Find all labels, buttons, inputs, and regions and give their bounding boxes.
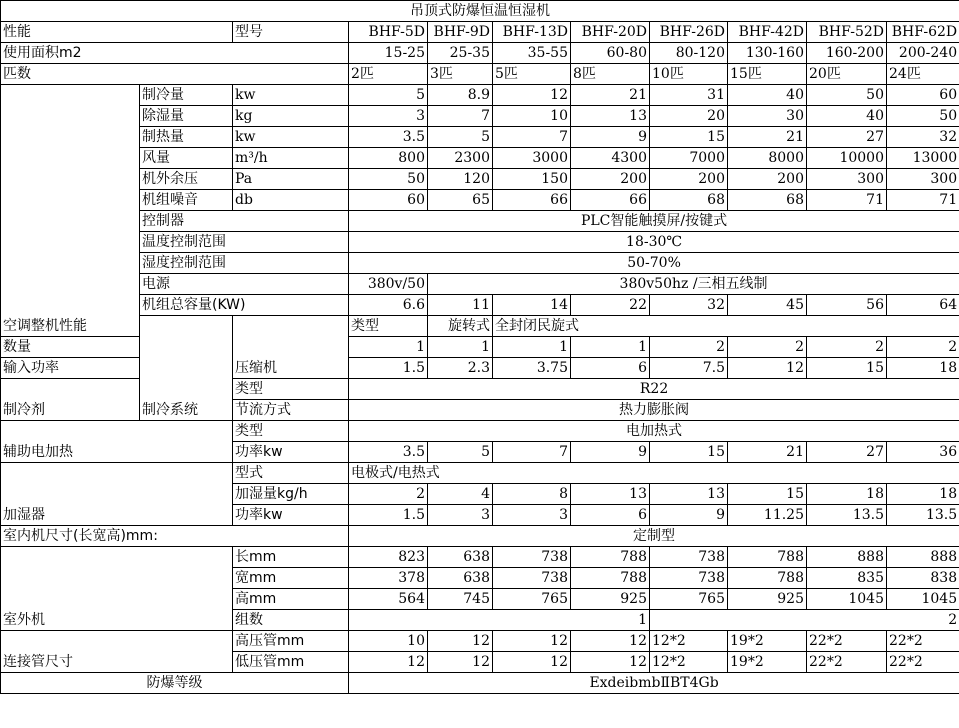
area-cell: 130-160 xyxy=(728,43,807,64)
airflow-cell: 7000 xyxy=(650,148,728,169)
horsepower-cell: 20匹 xyxy=(807,64,887,85)
high-pipe-label: 高压管mm xyxy=(233,631,349,652)
cooling-cell: 60 xyxy=(887,85,959,106)
dehumid-cell: 50 xyxy=(887,106,959,127)
outdoor-length-cell: 888 xyxy=(807,547,887,568)
dehumid-cell: 3 xyxy=(349,106,428,127)
title-row xyxy=(1,1,959,22)
outdoor-width-cell: 835 xyxy=(807,568,887,589)
compressor-input-cell: 6 xyxy=(571,358,650,379)
humid-power-cell: 3 xyxy=(493,505,571,526)
outdoor-height-cell: 564 xyxy=(349,589,428,610)
aux-heat-type-label: 类型 xyxy=(233,421,349,442)
noise-label: 机组噪音 xyxy=(140,190,233,211)
heating-cell: 32 xyxy=(887,127,959,148)
low-pipe-cell: 12 xyxy=(428,652,493,673)
compressor-qty-cell: 1 xyxy=(428,337,493,358)
outdoor-width-cell: 378 xyxy=(349,568,428,589)
humidifier-form-row xyxy=(1,463,959,484)
dehumid-label: 除湿量 xyxy=(140,106,233,127)
outdoor-length-cell: 738 xyxy=(650,547,728,568)
aux-heat-power-cell: 9 xyxy=(571,442,650,463)
noise-cell: 68 xyxy=(728,190,807,211)
noise-cell: 65 xyxy=(428,190,493,211)
compressor-input-cell: 2.3 xyxy=(428,358,493,379)
low-pipe-cell: 19*2 xyxy=(728,652,807,673)
heating-cell: 21 xyxy=(728,127,807,148)
humid-amount-cell: 2 xyxy=(349,484,428,505)
static-pressure-row xyxy=(1,169,959,190)
airflow-cell: 13000 xyxy=(887,148,959,169)
static-pressure-cell: 120 xyxy=(428,169,493,190)
compressor-type-row xyxy=(1,316,959,337)
heating-cell: 15 xyxy=(650,127,728,148)
heating-cell: 7 xyxy=(493,127,571,148)
dehumid-row xyxy=(1,106,959,127)
outdoor-length-cell: 823 xyxy=(349,547,428,568)
cooling-cell: 21 xyxy=(571,85,650,106)
outdoor-height-cell: 765 xyxy=(493,589,571,610)
area-cell: 15-25 xyxy=(349,43,428,64)
compressor-qty-cell: 1 xyxy=(493,337,571,358)
total-capacity-row xyxy=(1,295,959,316)
ac-group-label: 空调整机性能 xyxy=(1,85,140,337)
low-pipe-cell: 12 xyxy=(493,652,571,673)
horsepower-cell: 15匹 xyxy=(728,64,807,85)
high-pipe-cell: 12 xyxy=(571,631,650,652)
model-cell: BHF-62D xyxy=(887,22,959,43)
area-label: 使用面积m2 xyxy=(1,43,349,64)
outdoor-width-cell: 788 xyxy=(571,568,650,589)
unit-m3h: m³/h xyxy=(233,148,349,169)
airflow-cell: 4300 xyxy=(571,148,650,169)
high-pipe-cell: 12 xyxy=(493,631,571,652)
static-pressure-cell: 150 xyxy=(493,169,571,190)
dehumid-cell: 30 xyxy=(728,106,807,127)
outdoor-height-cell: 765 xyxy=(650,589,728,610)
heating-cell: 3.5 xyxy=(349,127,428,148)
total-capacity-cell: 32 xyxy=(650,295,728,316)
temp-range-row xyxy=(1,232,959,253)
model-label: 型号 xyxy=(233,22,349,43)
aux-heat-power-cell: 7 xyxy=(493,442,571,463)
dehumid-cell: 40 xyxy=(807,106,887,127)
humid-range-value: 50-70% xyxy=(349,253,959,274)
humid-power-cell: 13.5 xyxy=(887,505,959,526)
static-pressure-cell: 200 xyxy=(650,169,728,190)
throttle-label: 节流方式 xyxy=(233,400,349,421)
humid-power-cell: 3 xyxy=(428,505,493,526)
heating-label: 制热量 xyxy=(140,127,233,148)
area-cell: 35-55 xyxy=(493,43,571,64)
compressor-qty-cell: 2 xyxy=(887,337,959,358)
temp-range-value: 18-30℃ xyxy=(349,232,959,253)
outdoor-height-cell: 1045 xyxy=(887,589,959,610)
outdoor-width-cell: 788 xyxy=(728,568,807,589)
humid-power-label: 功率kw xyxy=(233,505,349,526)
total-capacity-cell: 6.6 xyxy=(349,295,428,316)
compressor-label: 压缩机 xyxy=(233,316,349,379)
area-cell: 60-80 xyxy=(571,43,650,64)
compressor-qty-cell: 2 xyxy=(807,337,887,358)
refrigerant-type-label: 类型 xyxy=(233,379,349,400)
total-capacity-cell: 22 xyxy=(571,295,650,316)
humidifier-form-value: 电极式/电热式 xyxy=(349,463,959,484)
outdoor-label: 室外机 xyxy=(1,547,233,631)
model-cell: BHF-13D xyxy=(493,22,571,43)
dehumid-cell: 20 xyxy=(650,106,728,127)
outdoor-width-cell: 638 xyxy=(428,568,493,589)
low-pipe-cell: 12 xyxy=(349,652,428,673)
compressor-qty-cell: 1 xyxy=(571,337,650,358)
refrig-system-label: 制冷系统 xyxy=(140,316,233,421)
high-pipe-cell: 10 xyxy=(349,631,428,652)
horsepower-cell: 8匹 xyxy=(571,64,650,85)
aux-heat-power-label: 功率kw xyxy=(233,442,349,463)
model-cell: BHF-42D xyxy=(728,22,807,43)
airflow-row xyxy=(1,148,959,169)
static-pressure-cell: 300 xyxy=(807,169,887,190)
outdoor-length-cell: 788 xyxy=(728,547,807,568)
airflow-cell: 3000 xyxy=(493,148,571,169)
airflow-cell: 8000 xyxy=(728,148,807,169)
outdoor-length-cell: 788 xyxy=(571,547,650,568)
explosion-grade-label: 防爆等级 xyxy=(1,673,349,694)
outdoor-length-label: 长mm xyxy=(233,547,349,568)
dehumid-cell: 10 xyxy=(493,106,571,127)
noise-cell: 66 xyxy=(493,190,571,211)
indoor-size-row xyxy=(1,526,959,547)
aux-heat-power-cell: 27 xyxy=(807,442,887,463)
horsepower-row xyxy=(1,64,959,85)
humid-range-label: 湿度控制范围 xyxy=(140,253,349,274)
refrigerant-label: 制冷剂 xyxy=(1,379,140,421)
high-pipe-cell: 12*2 xyxy=(650,631,728,652)
low-pipe-cell: 12*2 xyxy=(650,652,728,673)
airflow-cell: 800 xyxy=(349,148,428,169)
aux-heat-label: 辅助电加热 xyxy=(1,421,233,463)
refrigerant-type-value: R22 xyxy=(349,379,959,400)
high-pipe-cell: 22*2 xyxy=(887,631,959,652)
total-capacity-cell: 64 xyxy=(887,295,959,316)
compressor-type-label: 类型 xyxy=(349,316,428,337)
humid-amount-cell: 15 xyxy=(728,484,807,505)
cooling-cell: 8.9 xyxy=(428,85,493,106)
humid-power-cell: 1.5 xyxy=(349,505,428,526)
humid-amount-cell: 13 xyxy=(650,484,728,505)
indoor-size-value: 定制型 xyxy=(349,526,959,547)
model-cell: BHF-9D xyxy=(428,22,493,43)
outdoor-length-cell: 888 xyxy=(887,547,959,568)
temp-range-label: 温度控制范围 xyxy=(140,232,349,253)
aux-heat-type-row xyxy=(1,421,959,442)
power-row xyxy=(1,274,959,295)
pipe-size-label: 连接管尺寸 xyxy=(1,631,233,673)
static-pressure-cell: 50 xyxy=(349,169,428,190)
outdoor-width-label: 宽mm xyxy=(233,568,349,589)
heating-cell: 9 xyxy=(571,127,650,148)
humid-power-cell: 13.5 xyxy=(807,505,887,526)
horsepower-cell: 5匹 xyxy=(493,64,571,85)
compressor-input-label: 输入功率 xyxy=(1,358,140,379)
high-pipe-cell: 12 xyxy=(428,631,493,652)
table-title: 吊顶式防爆恒温恒湿机 xyxy=(1,1,959,22)
dehumid-cell: 7 xyxy=(428,106,493,127)
humid-amount-label: 加湿量kg/h xyxy=(233,484,349,505)
compressor-input-cell: 1.5 xyxy=(349,358,428,379)
humid-power-cell: 6 xyxy=(571,505,650,526)
compressor-qty-cell: 2 xyxy=(728,337,807,358)
model-row xyxy=(1,22,959,43)
total-capacity-cell: 14 xyxy=(493,295,571,316)
model-cell: BHF-26D xyxy=(650,22,728,43)
throttle-value: 热力膨胀阀 xyxy=(349,400,959,421)
heating-cell: 27 xyxy=(807,127,887,148)
humid-amount-cell: 8 xyxy=(493,484,571,505)
high-pipe-cell: 22*2 xyxy=(807,631,887,652)
aux-heat-power-cell: 36 xyxy=(887,442,959,463)
outdoor-height-label: 高mm xyxy=(233,589,349,610)
static-pressure-label: 机外余压 xyxy=(140,169,233,190)
area-cell: 200-240 xyxy=(887,43,959,64)
dehumid-cell: 13 xyxy=(571,106,650,127)
noise-cell: 71 xyxy=(807,190,887,211)
heating-row xyxy=(1,127,959,148)
compressor-qty-cell: 2 xyxy=(650,337,728,358)
cooling-cell: 5 xyxy=(349,85,428,106)
humid-amount-cell: 13 xyxy=(571,484,650,505)
humid-power-cell: 11.25 xyxy=(728,505,807,526)
humid-amount-cell: 18 xyxy=(807,484,887,505)
compressor-input-cell: 3.75 xyxy=(493,358,571,379)
horsepower-cell: 24匹 xyxy=(887,64,959,85)
aux-heat-power-cell: 5 xyxy=(428,442,493,463)
outdoor-groups-b: 2 xyxy=(650,610,959,631)
total-capacity-cell: 45 xyxy=(728,295,807,316)
cooling-cell: 12 xyxy=(493,85,571,106)
horsepower-label: 匹数 xyxy=(1,64,349,85)
outdoor-groups-label: 组数 xyxy=(233,610,349,631)
noise-cell: 60 xyxy=(349,190,428,211)
unit-kg: kg xyxy=(233,106,349,127)
outdoor-height-cell: 925 xyxy=(728,589,807,610)
compressor-input-cell: 18 xyxy=(887,358,959,379)
humidifier-form-label: 型式 xyxy=(233,463,349,484)
noise-cell: 66 xyxy=(571,190,650,211)
compressor-input-cell: 12 xyxy=(728,358,807,379)
static-pressure-cell: 200 xyxy=(728,169,807,190)
noise-row xyxy=(1,190,959,211)
static-pressure-cell: 200 xyxy=(571,169,650,190)
area-cell: 160-200 xyxy=(807,43,887,64)
compressor-input-cell: 7.5 xyxy=(650,358,728,379)
low-pipe-cell: 22*2 xyxy=(807,652,887,673)
cooling-row xyxy=(1,85,959,106)
controller-value: PLC智能触摸屏/按键式 xyxy=(349,211,959,232)
performance-label: 性能 xyxy=(1,22,233,43)
horsepower-cell: 2匹 xyxy=(349,64,428,85)
power-first-value: 380v/50 xyxy=(349,274,428,295)
high-pipe-row xyxy=(1,631,959,652)
airflow-cell: 2300 xyxy=(428,148,493,169)
low-pipe-label: 低压管mm xyxy=(233,652,349,673)
compressor-input-cell: 15 xyxy=(807,358,887,379)
humid-amount-cell: 4 xyxy=(428,484,493,505)
unit-kw: kw xyxy=(233,85,349,106)
humid-amount-cell: 18 xyxy=(887,484,959,505)
humidifier-label: 加湿器 xyxy=(1,463,233,526)
controller-row xyxy=(1,211,959,232)
outdoor-length-row xyxy=(1,547,959,568)
area-cell: 80-120 xyxy=(650,43,728,64)
outdoor-groups-a: 1 xyxy=(349,610,650,631)
outdoor-width-cell: 838 xyxy=(887,568,959,589)
outdoor-width-cell: 738 xyxy=(493,568,571,589)
unit-kw: kw xyxy=(233,127,349,148)
humid-range-row xyxy=(1,253,959,274)
compressor-qty-cell: 1 xyxy=(349,337,428,358)
outdoor-length-cell: 638 xyxy=(428,547,493,568)
noise-cell: 68 xyxy=(650,190,728,211)
model-cell: BHF-20D xyxy=(571,22,650,43)
controller-label: 控制器 xyxy=(140,211,349,232)
outdoor-width-cell: 738 xyxy=(650,568,728,589)
horsepower-cell: 3匹 xyxy=(428,64,493,85)
cooling-label: 制冷量 xyxy=(140,85,233,106)
outdoor-height-cell: 925 xyxy=(571,589,650,610)
airflow-cell: 10000 xyxy=(807,148,887,169)
outdoor-height-cell: 745 xyxy=(428,589,493,610)
cooling-cell: 40 xyxy=(728,85,807,106)
high-pipe-cell: 19*2 xyxy=(728,631,807,652)
compressor-type-first: 旋转式 xyxy=(428,316,493,337)
cooling-cell: 31 xyxy=(650,85,728,106)
explosion-grade-value: ExdeibmbⅡBT4Gb xyxy=(349,673,959,694)
indoor-size-label: 室内机尺寸(长宽高)mm: xyxy=(1,526,349,547)
aux-heat-power-cell: 15 xyxy=(650,442,728,463)
outdoor-length-cell: 738 xyxy=(493,547,571,568)
power-label: 电源 xyxy=(140,274,349,295)
total-capacity-label: 机组总容量(KW) xyxy=(140,295,349,316)
outdoor-height-cell: 1045 xyxy=(807,589,887,610)
area-row xyxy=(1,43,959,64)
humid-power-cell: 9 xyxy=(650,505,728,526)
aux-heat-power-cell: 21 xyxy=(728,442,807,463)
total-capacity-cell: 56 xyxy=(807,295,887,316)
low-pipe-cell: 12 xyxy=(571,652,650,673)
compressor-type-rest: 全封闭民旋式 xyxy=(493,316,959,337)
compressor-qty-label: 数量 xyxy=(1,337,140,358)
explosion-grade-row xyxy=(1,673,959,694)
power-rest-value: 380v50hz /三相五线制 xyxy=(428,274,959,295)
noise-cell: 71 xyxy=(887,190,959,211)
static-pressure-cell: 300 xyxy=(887,169,959,190)
unit-pa: Pa xyxy=(233,169,349,190)
horsepower-cell: 10匹 xyxy=(650,64,728,85)
unit-db: db xyxy=(233,190,349,211)
aux-heat-type-value: 电加热式 xyxy=(349,421,959,442)
heating-cell: 5 xyxy=(428,127,493,148)
area-cell: 25-35 xyxy=(428,43,493,64)
low-pipe-cell: 22*2 xyxy=(887,652,959,673)
airflow-label: 风量 xyxy=(140,148,233,169)
aux-heat-power-cell: 3.5 xyxy=(349,442,428,463)
cooling-cell: 50 xyxy=(807,85,887,106)
model-cell: BHF-52D xyxy=(807,22,887,43)
model-cell: BHF-5D xyxy=(349,22,428,43)
total-capacity-cell: 11 xyxy=(428,295,493,316)
